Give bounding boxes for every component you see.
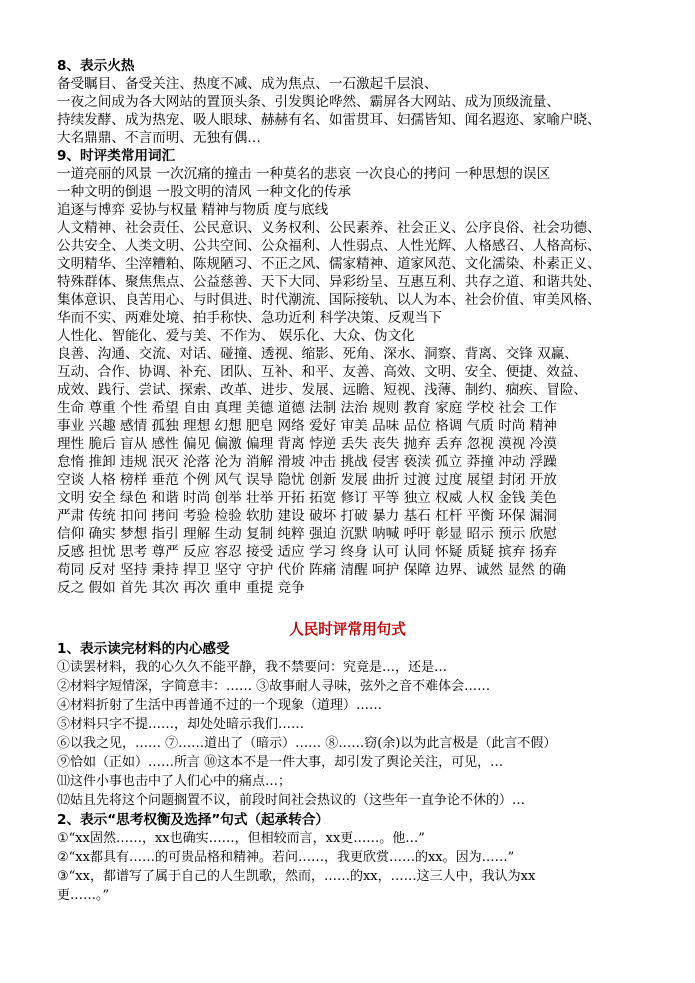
text-line: ⑾这件小事也击中了人们心中的痛点…； — [57, 774, 292, 789]
text-line: 备受瞩目、备受关注、热度不减、成为焦点、一石激起千层浪、 — [57, 76, 438, 92]
text-line: 怠惰 推卸 违规 泯灭 沦落 沦为 消解 滑坡 冲击 挑战 侵害 亵渎 孤立 莽撞 冲动 浮躁 — [57, 454, 557, 470]
text-line: 更……。” — [57, 888, 110, 903]
text-line: 一夜之间成为各大网站的置顶头条、引发舆论哗然、霸屏各大网站、成为顶级流量、 — [57, 94, 560, 110]
text-line: 人文精神、社会责任、公民意识、义务权利、公民素养、社会正义、公序良俗、社会功德、 — [57, 220, 601, 236]
text-line: 华而不实、两难处境、拍手称快、急功近利 科学决策、反观当下 — [57, 310, 442, 326]
section8-heading: 8、表示火热 — [57, 58, 135, 74]
text-line: 一种文明的倒退 一股文明的清风 一种文化的传承 — [57, 184, 352, 200]
text-line: 集体意识、良苦用心、与时俱进、时代潮流、国际接轨、以人为本、社会价值、审美风格、 — [57, 292, 601, 308]
text-line: 人性化、智能化、爱与美、不作为、 娱乐化、大众、伪文化 — [57, 328, 415, 344]
text-line: 互动、合作、协调、补充、团队、互补、和平、友善、高效、文明、安全、便捷、效益、 — [57, 364, 588, 380]
text-line: ①读罢材料，我的心久久不能平静，我不禁要问：究竟是…，还是… — [57, 660, 448, 675]
text-line: 严肃 传统 扣问 拷问 考验 检验 软肋 建设 破坏 打破 暴力 基石 杠杆 平衡 环保 漏洞 — [57, 508, 557, 524]
text-line: ⑿姑且先将这个问题搁置不议，前段时间社会热议的（这些年一直争论不休的）… — [57, 793, 526, 808]
section9-heading: 9、时评类常用词汇 — [57, 148, 176, 164]
text-line: 空谈 人格 榜样 垂范 个例 风气 误导 隐忧 创新 发展 曲折 过渡 过度 展望 封闭 开放 — [57, 472, 557, 488]
text-line: 大名鼎鼎、不言而明、无独有偶… — [57, 130, 261, 146]
text-line: 苟同 反对 坚持 秉持 捍卫 坚守 守护 代价 阵痛 清醒 呵护 保障 边界、诚然 显然 的确 — [57, 562, 567, 578]
text-line: 反之 假如 首先 其次 再次 重申 重提 竞争 — [57, 580, 305, 596]
text-line: 信仰 确实 梦想 指引 理解 生动 复制 纯粹 强迫 沉默 呐喊 呼吁 彰显 昭示 预示 欣慰 — [57, 526, 557, 542]
text-line: 文明精华、尘滓糟粕、陈规陋习、不正之风、儒家精神、道家风范、文化濡染、朴素正义、 — [57, 256, 601, 272]
text-line: 理性 脆后 盲从 感性 偏见 偏激 偏理 背离 悖逆 丢失 丧失 抛弃 丢弃 忽视 漠视 冷漠 — [57, 436, 557, 452]
text-line: 追逐与博弈 妥协与权量 精神与物质 度与底线 — [57, 202, 329, 218]
text-line: 反感 担忧 思考 尊严 反应 容忍 接受 适应 学习 终身 认可 认同 怀疑 质疑 摈弃 扬弃 — [57, 544, 557, 560]
text-line: ⑤材料只字不提……，却处处暗示我们…… — [57, 717, 305, 732]
text-line: ⑨恰如（正如）……所言 ⑩这本不是一件大事，却引发了舆论关注，可见，… — [57, 755, 504, 770]
text-line: 良善、沟通、交流、对话、碰撞、透视、缩影、死角、深水、洞察、背离、交锋 双赢、 — [57, 346, 578, 362]
page-title: 人民时评常用句式 — [289, 621, 406, 638]
part1-heading: 1、表示读完材料的内心感受 — [57, 641, 230, 657]
text-line: ④材料折射了生活中再普通不过的一个现象（道理）…… — [57, 698, 383, 713]
text-line: 持续发酵、成为热宠、吸人眼球、赫赫有名、如雷贯耳、妇孺皆知、闻名遐迩、家喻户晓、 — [57, 112, 601, 128]
text-line: ③“xx，都谱写了属于自己的人生凯歌，然而，……的xx，……这三人中，我认为xx — [57, 869, 536, 884]
text-line: 生命 尊重 个性 希望 自由 真理 美德 道德 法制 法治 规则 教育 家庭 学校 社会 工作 — [57, 400, 557, 416]
text-line: 文明 安全 绿色 和谐 时尚 创举 壮举 开拓 拓宽 修订 平等 独立 权威 人权 金钱 美色 — [57, 490, 557, 506]
text-line: 公共安全、人类文明、公共空间、公众福利、人性弱点、人性光辉、人格感召、人格高标、 — [57, 238, 601, 254]
text-line: 特殊群体、聚焦焦点、公益慈善、天下大同、异彩纷呈、互惠互利、共存之道、和谐共处、 — [57, 274, 601, 290]
text-line: ②材料字短情深，字简意丰：…… ③故事耐人寻味，弦外之音不难体会…… — [57, 679, 491, 694]
part2-heading: 2、表示“思考权衡及选择”句式（起承转合） — [57, 812, 330, 828]
text-line: ①“xx固然……，xx也确实……，但相较而言，xx更……。他…” — [57, 831, 425, 846]
text-line: 一道亮丽的风景 一次沉痛的撞击 一种莫名的悲哀 一次良心的拷问 一种思想的误区 — [57, 166, 551, 182]
text-line: ⑥以我之见，…… ⑦……道出了（暗示）…… ⑧……窃(余)以为此言极是（此言不假） — [57, 736, 557, 751]
text-line: 成效、践行、尝试、探索、改革、进步、发展、远瞻、短视、浅薄、制约、痼疾、冒险、 — [57, 382, 588, 398]
text-line: 事业 兴趣 感情 孤独 理想 幻想 肥皂 网络 爱好 审美 品味 品位 格调 气质 时尚 精神 — [57, 418, 557, 434]
text-line: ②“xx都具有……的可贵品格和精神。若问……，我更欣赏……的xx。因为……” — [57, 850, 515, 865]
